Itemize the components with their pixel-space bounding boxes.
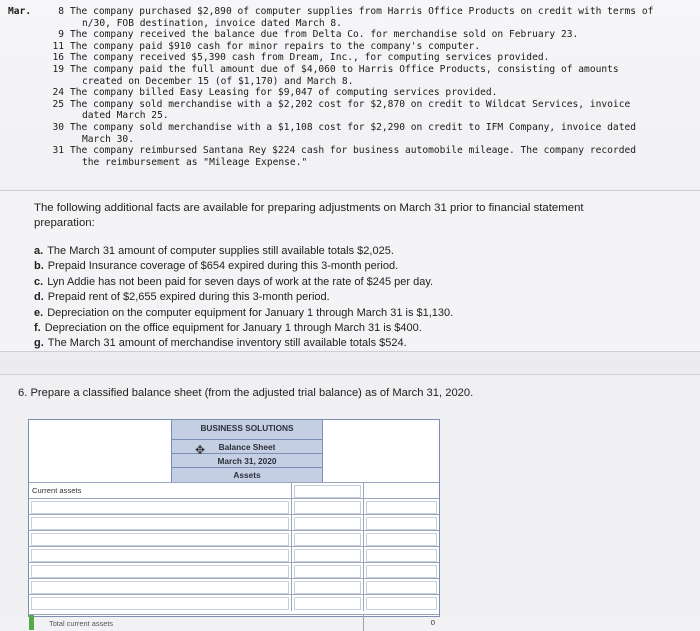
additional-facts-box — [0, 190, 700, 352]
facts-intro — [34, 201, 644, 231]
transaction-text: The company billed Easy Leasing for $9,047 of computing services provided. — [70, 87, 498, 99]
fact-text: Prepaid rent of $2,655 expired during this 3-month period. — [47, 291, 330, 304]
fact-text: Prepaid Insurance coverage of $654 expired during this 3-month period. — [47, 260, 399, 273]
total-cell[interactable] — [363, 531, 439, 547]
fact-text: Depreciation on the office equipment for January 1 through March 31 is $400. — [44, 322, 422, 335]
transaction-text: March 30. — [82, 133, 134, 145]
fact-item — [34, 306, 453, 321]
current-assets-row — [29, 482, 439, 499]
fact-letter: a. — [34, 245, 44, 257]
transaction-item — [50, 29, 690, 41]
facts-intro-line2: preparation: — [34, 217, 95, 229]
cell-input[interactable] — [294, 501, 361, 514]
cell-input[interactable] — [294, 581, 361, 594]
asset-entry-row — [29, 562, 439, 579]
account-cell[interactable] — [29, 579, 291, 595]
transaction-day: 19 — [52, 63, 64, 75]
transaction-item — [50, 64, 690, 87]
amount-cell[interactable] — [291, 579, 363, 595]
amount-cell[interactable] — [291, 547, 363, 563]
cell-input[interactable] — [366, 549, 437, 562]
cell-input[interactable] — [294, 485, 361, 498]
total-cell[interactable] — [363, 563, 439, 579]
transaction-day: 11 — [52, 40, 64, 52]
transaction-item — [50, 99, 690, 122]
total-cell[interactable] — [363, 595, 439, 611]
total-cell[interactable] — [363, 579, 439, 595]
total-current-assets-row — [29, 614, 439, 631]
transaction-text: created on December 15 (of $1,170) and March 8. — [82, 75, 354, 87]
fact-item — [34, 259, 453, 274]
transaction-day: 24 — [52, 87, 64, 99]
statement-title: Balance Sheet — [172, 439, 322, 452]
account-cell[interactable] — [29, 531, 291, 547]
account-cell[interactable] — [29, 499, 291, 515]
fact-item — [34, 321, 453, 336]
cell-input[interactable] — [31, 581, 289, 594]
fact-letter: b. — [34, 260, 44, 273]
asset-entry-row — [29, 514, 439, 531]
amount-cell[interactable] — [291, 499, 363, 515]
transaction-day: 25 — [52, 98, 64, 110]
transaction-day: 9 — [58, 29, 64, 41]
account-cell[interactable] — [29, 563, 291, 579]
amount-cell[interactable] — [291, 515, 363, 531]
cell-input[interactable] — [294, 533, 361, 546]
fact-letter: f. — [34, 322, 41, 335]
status-marker — [29, 615, 34, 630]
facts-list — [34, 244, 453, 352]
statement-date: March 31, 2020 — [172, 453, 322, 466]
section-title: Assets — [172, 467, 322, 480]
transaction-day: 8 — [58, 6, 64, 17]
cell-input[interactable] — [31, 501, 289, 514]
total-cell[interactable] — [363, 547, 439, 563]
amount-cell[interactable] — [291, 563, 363, 579]
header-blank-left — [29, 420, 171, 482]
total-current-assets-cell — [363, 615, 439, 631]
cell-input[interactable] — [31, 565, 289, 578]
transaction-text: The company reimbursed Santana Rey $224 cash for business automobile mileage. The company recorded — [70, 145, 637, 157]
balance-sheet-worksheet — [28, 419, 440, 628]
cell-input[interactable] — [366, 533, 437, 546]
fact-text: The March 31 amount of computer supplies still available totals $2,025. — [47, 245, 394, 257]
account-cell — [29, 483, 291, 499]
total-cell[interactable] — [363, 515, 439, 531]
cell-input[interactable] — [366, 565, 437, 578]
transaction-text: The company sold merchandise with a $1,108 cost for $2,290 on credit to IFM Company, invoice dated — [70, 121, 637, 133]
asset-entry-row — [29, 594, 439, 611]
fact-text: The March 31 amount of merchandise inventory still available totals $524. — [47, 337, 407, 350]
transactions-month: Mar. — [8, 6, 32, 17]
account-cell[interactable] — [29, 595, 291, 611]
total-current-assets-value: 0 — [430, 618, 435, 627]
cell-input[interactable] — [294, 597, 361, 610]
asset-entry-row — [29, 498, 439, 515]
facts-intro-line1: The following additional facts are available for preparing adjustments on March 31 prior to financial statement — [34, 202, 584, 214]
amount-cell[interactable] — [291, 483, 363, 499]
fact-item — [34, 290, 453, 305]
transaction-text: the reimbursement as "Mileage Expense." — [82, 156, 308, 168]
asset-entry-row — [29, 530, 439, 547]
fact-letter: d. — [34, 291, 44, 304]
move-cursor-icon: ✥ — [195, 443, 206, 457]
transaction-text: The company paid the full amount due of $4,060 to Harris Office Products, consisting of amounts — [70, 63, 619, 75]
cell-input[interactable] — [31, 517, 289, 530]
amount-cell[interactable] — [291, 531, 363, 547]
transaction-item — [50, 122, 690, 145]
cell-input[interactable] — [31, 533, 289, 546]
transaction-text: The company paid $910 cash for minor repairs to the company's computer. — [70, 40, 481, 52]
transaction-item — [50, 87, 690, 99]
fact-item — [34, 275, 453, 290]
fact-letter: e. — [34, 306, 44, 319]
account-cell[interactable] — [29, 547, 291, 563]
transaction-text: The company sold merchandise with a $2,202 cost for $2,870 on credit to Wildcat Services, invoice — [70, 98, 631, 110]
transaction-text: dated March 25. — [82, 110, 169, 122]
fact-text: Lyn Addie has not been paid for seven days of work at the rate of $245 per day. — [47, 275, 434, 288]
company-name: BUSINESS SOLUTIONS — [200, 423, 294, 433]
transaction-item — [50, 52, 690, 64]
asset-entry-row — [29, 546, 439, 563]
cell-input[interactable] — [294, 549, 361, 562]
transaction-item — [50, 6, 690, 29]
cell-input[interactable] — [31, 597, 289, 610]
cell-input[interactable] — [294, 517, 361, 530]
fact-text: Depreciation on the computer equipment for January 1 through March 31 is $1,130. — [47, 306, 454, 319]
fact-letter: c. — [34, 275, 44, 288]
total-cell[interactable] — [363, 499, 439, 515]
total-current-assets-label: Total current assets — [49, 619, 114, 628]
transaction-day: 31 — [52, 145, 64, 157]
header-blank-right — [323, 420, 439, 482]
current-assets-label: Current assets — [32, 486, 82, 495]
transaction-text: The company received the balance due from Delta Co. for merchandise sold on February 23. — [70, 29, 579, 41]
transaction-item — [50, 145, 690, 168]
asset-entry-row — [29, 578, 439, 595]
question-text: 6. Prepare a classified balance sheet (from the adjusted trial balance) as of March 31, 2020. — [18, 387, 474, 399]
transaction-day: 16 — [52, 52, 64, 64]
cell-input[interactable] — [294, 565, 361, 578]
cell-input[interactable] — [366, 581, 437, 594]
amount-cell[interactable] — [291, 595, 363, 611]
total-cell[interactable] — [363, 483, 439, 499]
fact-item — [34, 336, 453, 351]
fact-item — [34, 244, 453, 259]
account-cell[interactable] — [29, 515, 291, 531]
cell-input[interactable] — [31, 549, 289, 562]
transaction-text: The company received $5,390 cash from Dream, Inc., for computing services provided. — [70, 52, 550, 64]
fact-letter: g. — [34, 337, 44, 350]
cell-input[interactable] — [366, 597, 437, 610]
transactions-list — [50, 6, 690, 168]
transaction-text: n/30, FOB destination, invoice dated March 8. — [82, 17, 342, 29]
cell-input[interactable] — [366, 517, 437, 530]
cell-input[interactable] — [366, 501, 437, 514]
transaction-day: 30 — [52, 121, 64, 133]
transaction-text: The company purchased $2,890 of computer supplies from Harris Office Products on credit with terms of — [70, 6, 654, 17]
transaction-item — [50, 41, 690, 53]
balance-sheet-header — [171, 420, 323, 482]
